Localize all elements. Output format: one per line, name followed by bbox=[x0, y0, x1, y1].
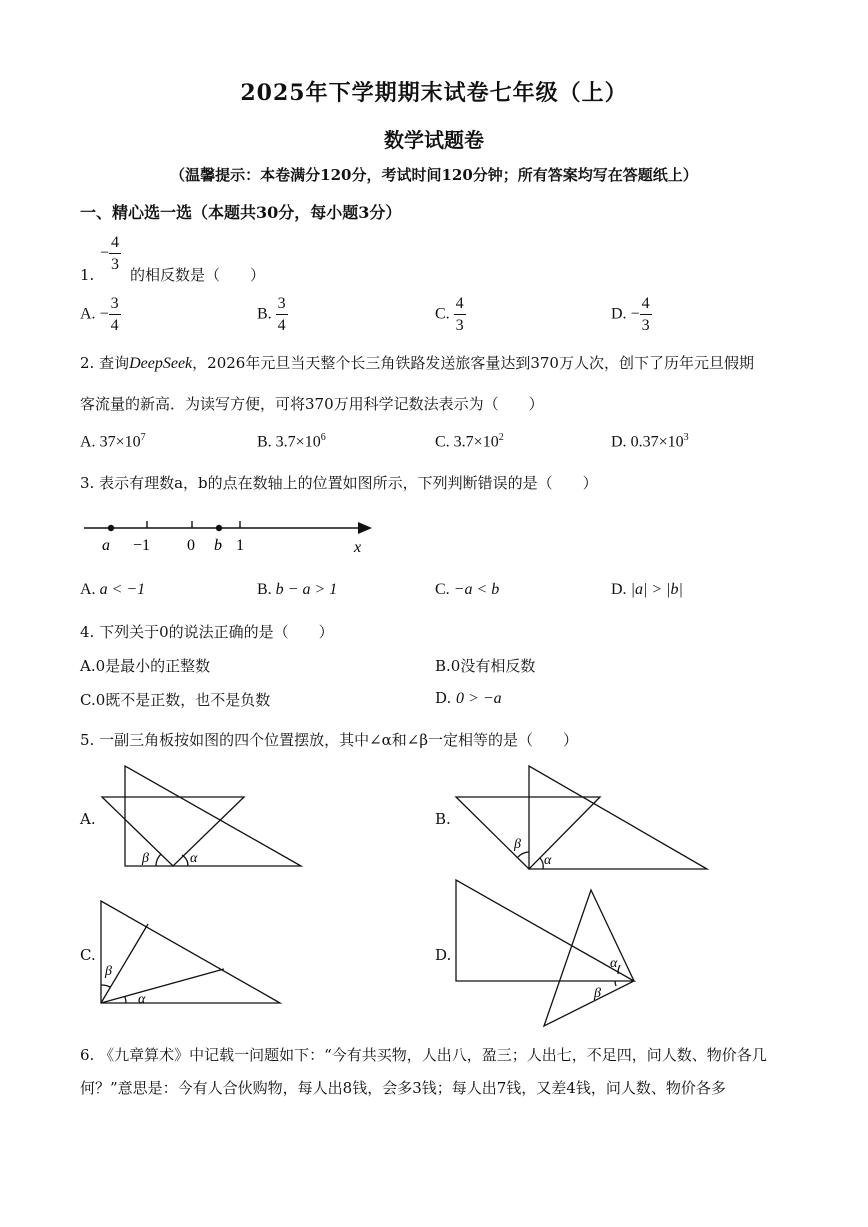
triangle-d-small bbox=[544, 890, 634, 1026]
alpha-label-a: α bbox=[190, 851, 198, 866]
q4-option-c: C.0既不是正数，也不是负数 bbox=[80, 691, 271, 709]
triangle-d-large bbox=[456, 880, 634, 981]
q5-figure-b bbox=[452, 762, 714, 874]
q2-option-d: D. $0.37\times 10^3$ bbox=[611, 432, 689, 451]
exam-tip: （温馨提示：本卷满分120分，考试时间120分钟；所有答案均写在答题纸上） bbox=[170, 166, 698, 184]
q2-line1: 2. 查询DeepSeek，2026年元旦当天整个长三角铁路发送旅客量达到370万人次，创下了历年元旦假期 bbox=[80, 354, 754, 372]
q2-option-b: B. $3.7\times 10^6$ bbox=[257, 432, 326, 451]
label-neg1: −1 bbox=[133, 537, 151, 554]
point-a bbox=[108, 525, 114, 531]
q1-option-b: B. $\frac{3}{4}$ bbox=[257, 295, 286, 334]
q1-fraction: − $\frac{4}{3}$ bbox=[100, 234, 120, 273]
exam-title: 2025年下学期期末试卷七年级（上） bbox=[240, 80, 628, 106]
q5-option-b-label: B. bbox=[435, 810, 451, 828]
q2-line2: 客流量的新高．为读写方便，可将370万用科学记数法表示为（ ） bbox=[80, 395, 544, 413]
alpha-label-c: α bbox=[138, 992, 146, 1007]
q5-figure-c bbox=[98, 897, 284, 1007]
q4-option-d: D. 0 > −a bbox=[435, 689, 502, 707]
beta-label-a: β bbox=[142, 851, 149, 866]
q3-option-d: D. |a| > |b| bbox=[611, 581, 683, 598]
q5-figure-a bbox=[98, 762, 308, 872]
q3-option-a: A. a < −1 bbox=[80, 581, 146, 598]
q4-text: 4. 下列关于0的说法正确的是（ ） bbox=[80, 623, 334, 641]
q1-option-d: D. − $\frac{4}{3}$ bbox=[611, 295, 650, 334]
alpha-label-b: α bbox=[544, 853, 552, 868]
exam-subtitle: 数学试题卷 bbox=[384, 128, 484, 152]
q3-text: 3. 表示有理数a，b的点在数轴上的位置如图所示，下列判断错误的是（ ） bbox=[80, 474, 598, 492]
q1-number: 1. bbox=[80, 266, 95, 284]
q6-line1: 6. 《九章算术》中记载一问题如下：“今有共买物，人出八，盈三；人出七，不足四，问人数、物价各几 bbox=[80, 1046, 767, 1064]
label-b: b bbox=[214, 537, 222, 554]
segment-c-2 bbox=[101, 969, 224, 1003]
beta-label-c: β bbox=[105, 964, 112, 979]
q1-option-a: A. − $\frac{3}{4}$ bbox=[80, 295, 119, 334]
beta-label-b: β bbox=[514, 837, 521, 852]
beta-label-d: β bbox=[594, 986, 601, 1001]
section-title: 一、精心选一选（本题共30分，每小题3分） bbox=[80, 203, 402, 222]
q1-text: 的相反数是（ ） bbox=[130, 266, 266, 284]
axis-arrow bbox=[358, 522, 372, 534]
q5-figure-d bbox=[452, 875, 642, 1030]
q5-option-d-label: D. bbox=[435, 946, 452, 964]
q5-option-a-label: A. bbox=[80, 810, 96, 828]
q5-option-c-label: C. bbox=[80, 946, 96, 964]
triangle-c-large bbox=[101, 901, 280, 1003]
q6-line2: 何？”意思是：今有人合伙购物，每人出8钱，会多3钱；每人出7钱，又差4钱，问人数、物价各多 bbox=[80, 1079, 726, 1097]
number-line bbox=[80, 510, 380, 558]
q4-option-a: A.0是最小的正整数 bbox=[80, 657, 211, 675]
label-0: 0 bbox=[187, 537, 195, 554]
label-1: 1 bbox=[236, 537, 244, 554]
label-x: x bbox=[354, 539, 362, 556]
q3-option-c: C. −a < b bbox=[435, 581, 500, 598]
q2-option-c: C. $3.7\times 10^2$ bbox=[435, 432, 504, 451]
label-a: a bbox=[102, 537, 110, 554]
q2-option-a: A. $37\times 10^7$ bbox=[80, 432, 146, 451]
alpha-label-d: α bbox=[610, 956, 618, 971]
q5-text: 5. 一副三角板按如图的四个位置摆放，其中∠α和∠β一定相等的是（ ） bbox=[80, 731, 579, 749]
triangle-b-small bbox=[456, 797, 600, 869]
q3-option-b: B. b − a > 1 bbox=[257, 581, 338, 598]
point-b bbox=[216, 525, 222, 531]
triangle-a-large bbox=[125, 766, 301, 866]
q1-option-c: C. $\frac{4}{3}$ bbox=[435, 295, 464, 334]
triangle-b-large bbox=[529, 766, 707, 869]
q4-option-b: B.0没有相反数 bbox=[435, 657, 536, 675]
triangle-a-small bbox=[102, 797, 244, 866]
